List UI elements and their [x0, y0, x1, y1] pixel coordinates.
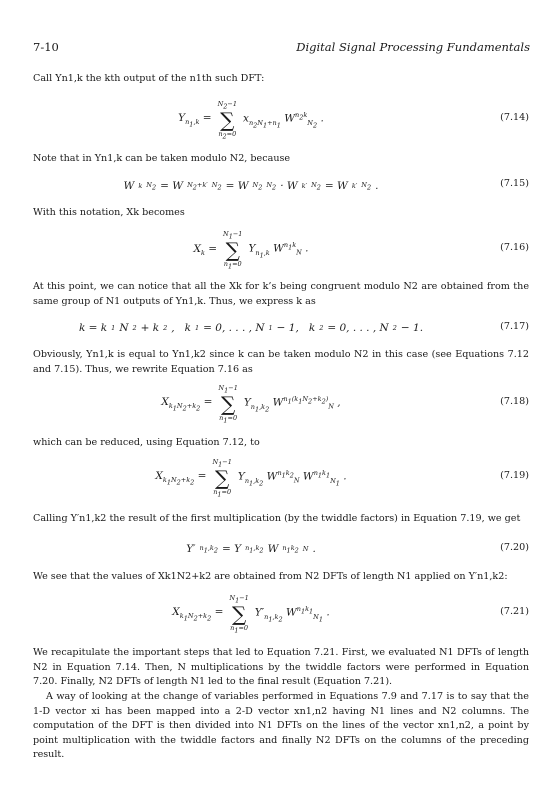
paragraph-9: We recapitulate the important steps that led to Equation 7.21. First, we evaluated N1 DFTs of length N2 in Equation 7.14. Then, N multiplications by the twiddle factors were performed in Equation 7.20. Finally, N2 DFTs of length N1 led to the final result (Equation 7.21). [33, 647, 529, 687]
equation-7-20: Y′ $n_1,k_2$ = Y $n_1,k_2$ W $n_1k_2$ N . (7.20) [186, 542, 529, 555]
paragraph-8: We see that the values of Xk1N2+k2 are obtained from N2 DFTs of length N1 applied on Y′n1,k2: [33, 571, 508, 582]
paragraph-7: Calling Y′n1,k2 the result of the first multiplication (by the twiddle factors) in Equation 7.19, we get [33, 513, 521, 524]
equation-7-15: W k $N_2$ = W $N_2+k'$ $N_2$ = W $N_2$ $N_2$ · W k′ $N_2$ = W k′ $N_2$ . (7.15) [123, 178, 529, 192]
equation-7-14: $Y_{n_1,k}$ = $N_2-1$ ∑ $n_2=0$ $x_{n_2N_1+n_1}$ $W^{n_2k}_{N_2}$ . (7.14) [178, 99, 529, 141]
eq-number-7-14: (7.14) [500, 112, 529, 123]
eq-number-7-15: (7.15) [500, 178, 529, 189]
equation-7-18: $X_{k_1N_2+k_2}$ = $N_1-1$ ∑ $n_1=0$ $Y_{n_1,k_2}$ $W^{n_1(k_1N_2+k_2)}_N$ , (7.18) [161, 383, 529, 425]
running-title: Digital Signal Processing Fundamentals [296, 40, 530, 54]
eq-number-7-17: (7.17) [500, 321, 529, 332]
paragraph-1: Call Yn1,k the kth output of the n1th such DFT: [33, 73, 265, 84]
paragraph-2: Note that in Yn1,k can be taken modulo N2, because [33, 153, 291, 164]
equation-7-21: $X_{k_1N_2+k_2}$ = $N_1-1$ ∑ $n_1=0$ $Y'_{n_1,k_2}$ $W^{n_1k_1}_{N_1}$ . (7.21) [172, 593, 529, 635]
eq-number-7-16: (7.16) [500, 242, 529, 253]
paragraph-5: Obviously, Yn1,k is equal to Yn1,k2 since k can be taken modulo N2 in this case (see Equations 7.12 and 7.15). Thus, we rewrite Equation 7.16 as [33, 349, 529, 375]
page-header [33, 40, 530, 56]
equation-7-19: $X_{k_1N_2+k_2}$ = $N_1-1$ ∑ $n_1=0$ $Y_{n_1,k_2}$ $W^{n_1k_2}_N$ $W^{n_1k_1}_{N_1}$ . (7.19) [155, 457, 529, 499]
paragraph-3: With this notation, Xk becomes [33, 207, 185, 218]
paragraph-10: A way of looking at the change of variables performed in Equations 7.9 and 7.17 is to say that the 1-D vector xi has been mapped into a 2-D vector xn1,n2 having N1 lines and N2 columns. The computation of the DFT is then divided into N1 DFTs on the lines of the vector xn1,n2, a point by point multiplication with the twiddle factors and finally N2 DFTs on the columns of the preceding result. [33, 691, 529, 760]
eq-number-7-20: (7.20) [500, 542, 529, 553]
eq-number-7-18: (7.18) [500, 396, 529, 407]
paragraph-6: which can be reduced, using Equation 7.12, to [33, 437, 260, 448]
page-number: 7-10 [33, 40, 59, 54]
paragraph-4: At this point, we can notice that all the Xk for k’s being congruent modulo N2 are obtained from the same group of N1 outputs of Yn1,k. Thus, we express k as [33, 281, 529, 307]
eq-number-7-21: (7.21) [500, 606, 529, 617]
eq-number-7-19: (7.19) [500, 470, 529, 481]
equation-7-16: $X_k$ = $N_1-1$ ∑ $n_1=0$ $Y_{n_1,k}$ $W^{n_1k}_N$ . (7.16) [193, 229, 529, 271]
equation-7-17: k = k 1 N 2 + k 2 , k 1 = 0, . . . , N 1 − 1, k 2 = 0, . . . , N 2 − 1. (7.17) [78, 321, 529, 334]
